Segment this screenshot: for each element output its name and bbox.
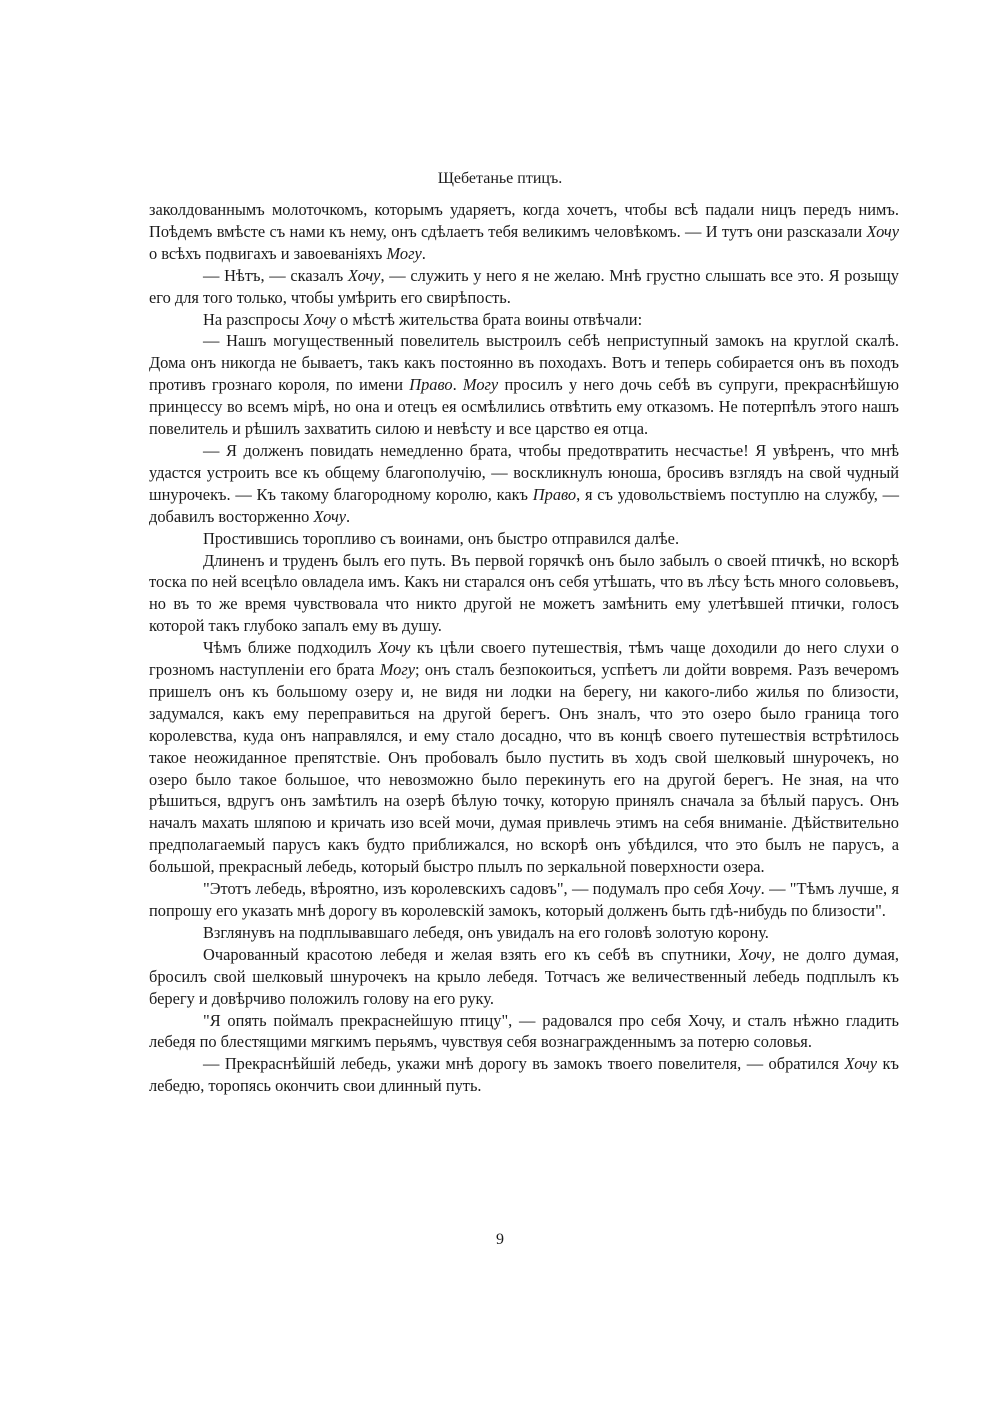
text-run: Длиненъ и труденъ былъ его путь. Въ первой горячкѣ онъ было забылъ о своей птичкѣ, но вскорѣ тоска по ней всецѣло овладела имъ. Какъ ни старался онъ себя утѣшать, что въ лѣсу ѣсть много соловьевъ, но въ то же время чувствовала что никто другой не можетъ замѣнить ему улетѣвшей птички, голосъ которой такъ глубоко запалъ ему въ душу. xyxy=(149,550,899,636)
text-run: "Я опять поймалъ прекраснейшую птицу", — радовался про себя Хочу, и сталъ нѣжно гладить лебедя по блестящими мягкимъ перьямъ, чувствуя себя вознагражденнымъ за потерю соловья. xyxy=(149,1010,899,1052)
paragraph xyxy=(149,440,899,528)
running-head: Щебетанье птицъ. xyxy=(437,170,563,187)
italic-name: Хочу xyxy=(313,506,347,526)
italic-name: Могу xyxy=(462,375,499,395)
italic-name: Хочу xyxy=(844,1054,878,1074)
text-run: "Этотъ лебедь, вѣроятно, изъ королевскихъ садовъ", — подумалъ про себя xyxy=(203,879,729,899)
paragraph xyxy=(149,637,899,878)
text-run: — Прекраснѣйшій лебедь, укажи мнѣ дорогу въ замокъ твоего повелителя, — обратился xyxy=(203,1054,845,1074)
italic-name: Право xyxy=(532,484,577,504)
paragraph xyxy=(149,199,899,265)
paragraph xyxy=(149,1053,899,1097)
text-run: къ лебедю, торопясь окончить свои длинный путь. xyxy=(149,1054,899,1096)
text-run: . — "Тѣмъ лучше, я попрошу его указать мнѣ дорогу въ королевскій замокъ, который долженъ быть гдѣ-нибудь по близости". xyxy=(149,879,899,920)
text-run: — Нѣтъ, — сказалъ xyxy=(203,265,348,285)
italic-name: Хочу xyxy=(347,265,381,285)
paragraph xyxy=(149,878,899,922)
italic-name: Могу xyxy=(379,660,416,680)
page-number: 9 xyxy=(496,1231,504,1248)
text-run: , — служить у него я не желаю. Мнѣ грустно слышать все это. Я розыщу его для того только, чтобы умѣрить его свирѣпость. xyxy=(149,265,899,307)
paragraph xyxy=(149,265,899,309)
text-run: просилъ у него дочь себѣ въ супруги, прекраснѣйшую принцессу во всемъ мірѣ, но она и отецъ ея осмѣлились отвѣтить ему отказомъ. Не потерпѣлъ этого нашъ повелитель и рѣшилъ захватить силою и невѣсту и все царство ея отца. xyxy=(149,375,899,439)
text-run: . xyxy=(346,506,351,526)
italic-name: Хочу xyxy=(377,638,411,658)
body-text xyxy=(149,199,899,1097)
text-run: о всѣхъ подвигахъ и завоеваніяхъ xyxy=(149,243,387,263)
paragraph xyxy=(149,528,899,550)
text-run: — Я долженъ повидать немедленно брата, чтобы предотвратить несчастье! Я увѣренъ, что мнѣ удастся устроить все къ общему благополучію, — воскликнулъ юноша, бросивъ взглядъ на свой чудный шнурочекъ. — Къ такому благородному королю, какъ xyxy=(149,440,899,504)
text-run: Простившись торопливо съ воинами, онъ быстро отправился далѣе. xyxy=(203,528,680,548)
italic-name: Хочу xyxy=(866,221,899,241)
paragraph xyxy=(149,330,899,440)
text-run: къ цѣли своего путешествія, тѣмъ чаще доходили до него слухи о грозномъ наступленіи его брата xyxy=(149,638,899,680)
paragraph xyxy=(149,944,899,1010)
italic-name: Хочу xyxy=(303,309,336,329)
text-run: заколдованнымъ молоточкомъ, которымъ ударяетъ, когда хочетъ, чтобы всѣ падали ницъ передъ нимъ. Поѣдемъ вмѣсте съ нами къ нему, онъ сдѣлаетъ тебя великимъ человѣкомъ. — И тутъ они разсказали xyxy=(149,200,899,241)
text-run: , не долго думая, бросилъ свой шелковый шнурочекъ на крыло лебедя. Тотчасъ же величественный лебедь подплылъ къ берегу и довѣрчиво положилъ голову на его руку. xyxy=(149,944,900,1008)
text-run: . xyxy=(421,243,426,263)
paragraph xyxy=(149,309,899,331)
italic-name: Хочу xyxy=(738,944,772,964)
italic-name: Хочу xyxy=(728,879,761,899)
italic-name: Могу xyxy=(386,243,422,263)
text-run: Чѣмъ ближе подходилъ xyxy=(203,638,378,658)
italic-name: Право xyxy=(409,375,453,395)
text-run: — Нашъ могущественный повелитель выстроилъ себѣ неприступный замокъ на круглой скалѣ. Дома онъ никогда не бываетъ, такъ какъ постоянно въ походахъ. Вотъ и теперь собирается онъ въ походъ противъ грознаго короля, по имени xyxy=(149,331,899,395)
text-run: . xyxy=(452,375,463,395)
text-run: , я съ удовольствіемъ поступлю на службу, — добавилъ восторженно xyxy=(149,484,899,526)
paragraph xyxy=(149,922,899,944)
text-run: Взглянувъ на подплывавшаго лебедя, онъ увидалъ на его головѣ золотую корону. xyxy=(203,922,769,942)
paragraph xyxy=(149,550,899,638)
text-run: Очарованный красотою лебедя и желая взять его къ себѣ въ спутники, xyxy=(203,944,739,964)
paragraph xyxy=(149,1010,899,1054)
text-run: ; онъ сталъ безпокоиться, успѣетъ ли дойти вовремя. Разъ вечеромъ пришелъ онъ къ большому озеру и, не видя ни лодки на берегу, ни какого-либо жилья по близости, задумался, какъ ему переправиться на другой берегъ. Онъ зналъ, что это озеро было граница того королевства, куда онъ направлялся, и ему стало досадно, что въ концѣ своего путешествія встрѣтилось такое неожиданное препятствіе. Онъ пробовалъ было пустить въ ходъ свой шелковый шнурочекъ, но озеро было такое большое, что невозможно было перекинуть его на другой берегъ. Не зная, на что рѣшиться, вдругъ онъ замѣтилъ на озерѣ бѣлую точку, которую принялъ сначала за бѣлый парусъ. Онъ началъ махать шляпою и кричать изо всей мочи, думая привлечь этимъ на себя вниманіе. Дѣйствительно предполагаемый парусъ какъ будто приближался, но вскорѣ онъ убѣдился, что это былъ не парусъ, а большой, прекрасный лебедь, который быстро плылъ по зеркальной поверхности озера. xyxy=(149,660,900,877)
text-run: о мѣстѣ жительства брата воины отвѣчали: xyxy=(335,309,643,329)
text-run: На разспросы xyxy=(203,309,304,329)
